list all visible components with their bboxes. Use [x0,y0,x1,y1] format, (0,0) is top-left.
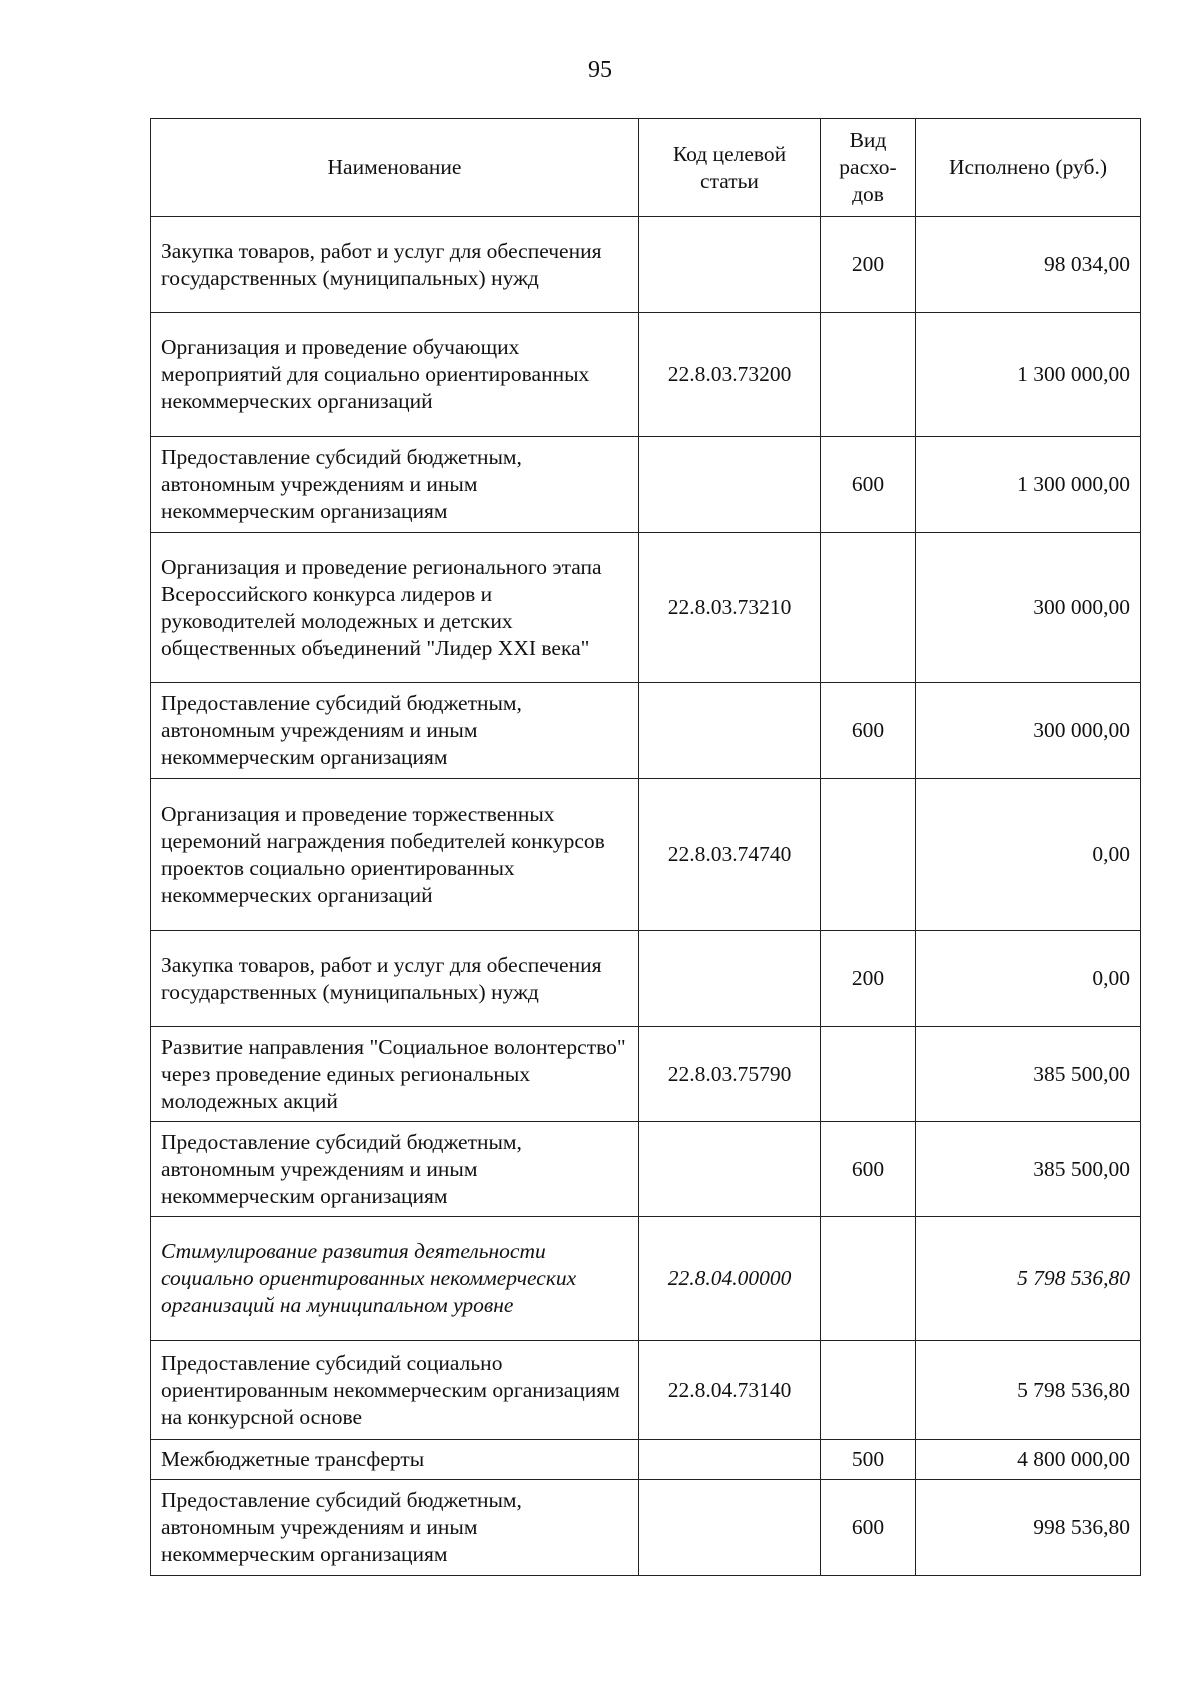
header-code: Код целевой статьи [639,119,821,217]
row-name: Предоставление субсидий бюджетным, автономным учреждениям и иным некоммерческим организациям [151,437,639,533]
row-type [821,533,916,683]
row-code [639,1480,821,1576]
row-name: Предоставление субсидий социально ориентированным некоммерческим организациям на конкурсной основе [151,1341,639,1440]
table-row [151,1440,1141,1480]
row-name: Развитие направления "Социальное волонтерство" через проведение единых региональных молодежных акций [151,1027,639,1122]
table-row [151,313,1141,437]
row-name: Организация и проведение торжественных церемоний награждения победителей конкурсов проектов социально ориентированных некоммерческих организаций [151,779,639,931]
table-row [151,683,1141,779]
row-amount: 1 300 000,00 [916,313,1141,437]
row-amount: 0,00 [916,931,1141,1027]
row-amount: 1 300 000,00 [916,437,1141,533]
row-type [821,1217,916,1341]
row-amount: 5 798 536,80 [916,1341,1141,1440]
table-row [151,931,1141,1027]
header-amount: Исполнено (руб.) [916,119,1141,217]
row-name: Закупка товаров, работ и услуг для обеспечения государственных (муниципальных) нужд [151,931,639,1027]
row-type: 600 [821,437,916,533]
budget-table [150,118,1141,1576]
row-type [821,779,916,931]
table-row [151,1480,1141,1576]
row-name: Предоставление субсидий бюджетным, автономным учреждениям и иным некоммерческим организациям [151,1480,639,1576]
row-type [821,1341,916,1440]
row-code [639,437,821,533]
row-type [821,313,916,437]
table-row [151,1027,1141,1122]
row-name: Организация и проведение регионального этапа Всероссийского конкурса лидеров и руководителей молодежных и детских общественных объединений "Лидер XXI века" [151,533,639,683]
row-name: Предоставление субсидий бюджетным, автономным учреждениям и иным некоммерческим организациям [151,683,639,779]
row-amount: 998 536,80 [916,1480,1141,1576]
row-type: 500 [821,1440,916,1480]
row-amount: 98 034,00 [916,217,1141,313]
row-amount: 5 798 536,80 [916,1217,1141,1341]
row-type: 600 [821,1122,916,1217]
table-row [151,437,1141,533]
row-amount: 300 000,00 [916,533,1141,683]
table-row [151,217,1141,313]
table-row [151,1341,1141,1440]
row-code: 22.8.03.73200 [639,313,821,437]
row-code [639,217,821,313]
row-name: Закупка товаров, работ и услуг для обеспечения государственных (муниципальных) нужд [151,217,639,313]
row-code [639,683,821,779]
row-amount: 4 800 000,00 [916,1440,1141,1480]
table-row [151,1217,1141,1341]
table-row [151,779,1141,931]
row-amount: 385 500,00 [916,1027,1141,1122]
row-name: Предоставление субсидий бюджетным, автономным учреждениям и иным некоммерческим организациям [151,1122,639,1217]
header-type: Вид расхо-дов [821,119,916,217]
row-code: 22.8.03.73210 [639,533,821,683]
row-type: 600 [821,683,916,779]
row-name: Стимулирование развития деятельности социально ориентированных некоммерческих организаций на муниципальном уровне [151,1217,639,1341]
table-row [151,533,1141,683]
row-amount: 0,00 [916,779,1141,931]
row-code: 22.8.03.75790 [639,1027,821,1122]
row-type: 600 [821,1480,916,1576]
row-code: 22.8.04.73140 [639,1341,821,1440]
row-code [639,931,821,1027]
row-code [639,1122,821,1217]
table-header-row [151,119,1141,217]
row-type: 200 [821,217,916,313]
row-name: Межбюджетные трансферты [151,1440,639,1480]
row-code: 22.8.03.74740 [639,779,821,931]
row-amount: 300 000,00 [916,683,1141,779]
row-code: 22.8.04.00000 [639,1217,821,1341]
row-amount: 385 500,00 [916,1122,1141,1217]
row-type: 200 [821,931,916,1027]
row-type [821,1027,916,1122]
table-row [151,1122,1141,1217]
row-code [639,1440,821,1480]
page-number: 95 [588,57,612,83]
header-name: Наименование [151,119,639,217]
row-name: Организация и проведение обучающих мероприятий для социально ориентированных некоммерческих организаций [151,313,639,437]
